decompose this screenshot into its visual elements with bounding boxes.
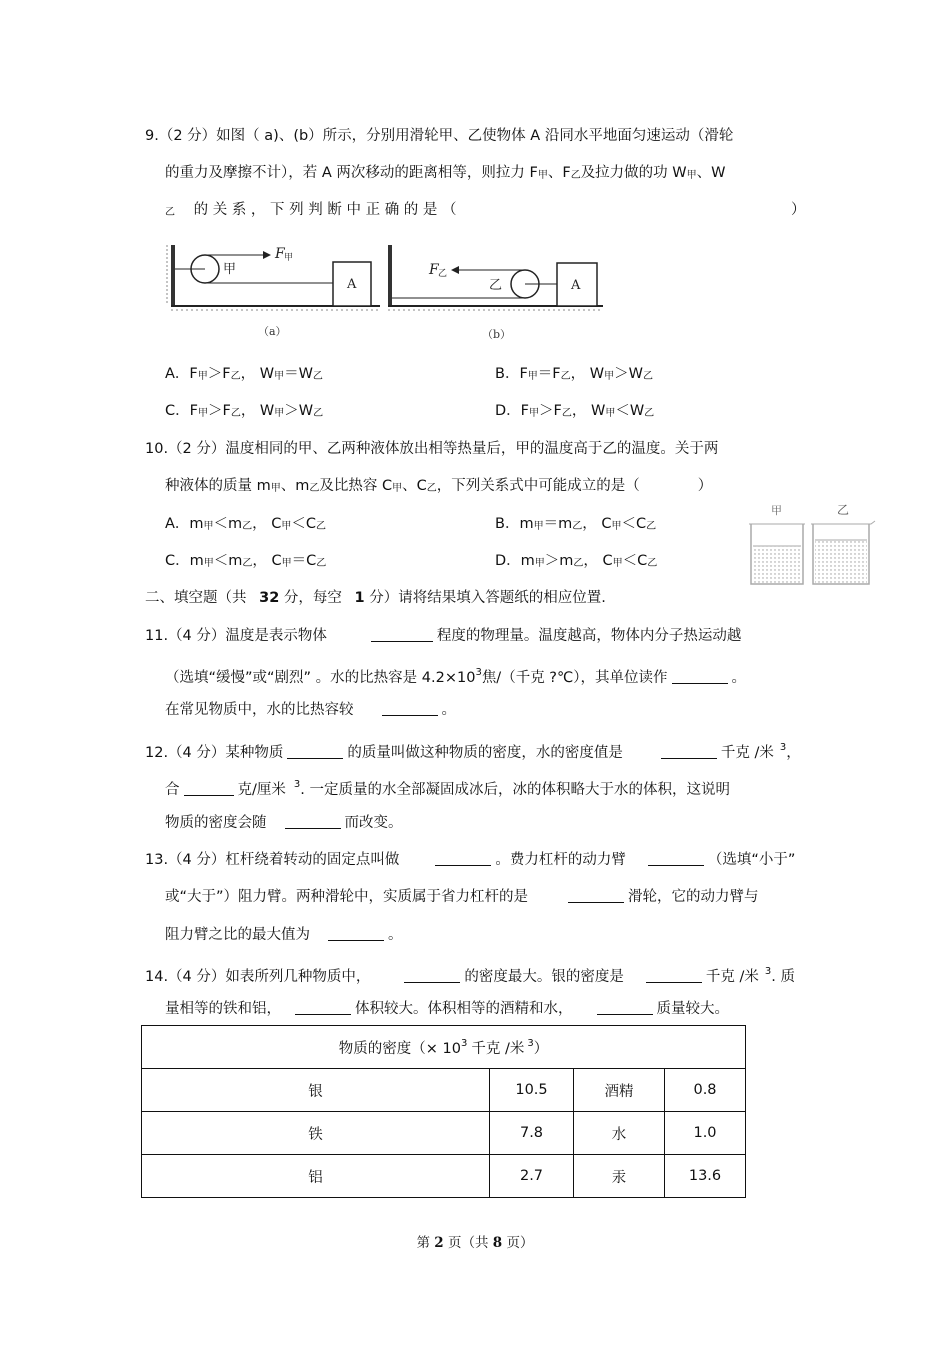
sub-jia: 甲 [537, 170, 548, 181]
sub-yi: 乙 [242, 558, 253, 569]
sym-f: F [189, 366, 198, 382]
superscript: 3 [460, 1037, 468, 1049]
sym-m: m [228, 553, 243, 569]
q13-l2a: 或“大于”）阻力臂。两种滑轮中，实质属于省力杠杆的是 [165, 889, 529, 905]
q14-l1c: 千克 /米 [705, 969, 759, 985]
q11-l2c: 。 [731, 670, 747, 686]
q13-l1b: 。费力杠杆的动力臂 [495, 852, 626, 868]
sym-f: F [519, 366, 528, 382]
sym-m: m [228, 516, 243, 532]
answer-blank[interactable] [184, 781, 234, 796]
cell-value: 1.0 [665, 1112, 746, 1155]
sub-yi: 乙 [309, 483, 320, 494]
sub-yi: 乙 [230, 408, 241, 419]
sub-yi: 乙 [312, 371, 323, 382]
q12-l2c: . 一定质量的水全部凝固成冰后，冰的体积略大于水的体积，这说明 [300, 782, 730, 798]
sym-f: F [222, 403, 231, 419]
force-label-sub: 甲 [284, 253, 294, 263]
answer-blank[interactable] [672, 669, 728, 684]
option-letter: A． [165, 516, 190, 532]
option-letter: A． [165, 366, 190, 382]
sub-yi: 乙 [642, 371, 653, 382]
option-letter: C． [165, 403, 190, 419]
cell-value: 2.7 [490, 1155, 574, 1198]
option-letter: D． [495, 553, 521, 569]
q14-l2a: 量相等的铁和铝， [165, 1001, 281, 1017]
page-number: 2 [434, 1235, 444, 1251]
sub-yi: 乙 [644, 408, 655, 419]
sym-f: F [520, 403, 530, 419]
relation: ＜ [622, 553, 638, 569]
relation: ＜ [291, 516, 306, 532]
comma: ， [571, 403, 587, 419]
q11-l1b: 程度的物理量。温度越高，物体内分子热运动越 [436, 628, 742, 644]
q9-text: 9.（2 分）如图（ a)、(b）所示，分别用滑轮甲、乙使物体 A 沿同水平地面匀速运动（滑轮 [145, 128, 734, 144]
sym-m: m [189, 516, 204, 532]
q14-l1d: . 质 [771, 969, 795, 985]
q9-option-a[interactable] [165, 364, 323, 387]
q10-text: 10.（2 分）温度相同的甲、乙两种液体放出相等热量后，甲的温度高于乙的温度。关于两 [145, 441, 719, 457]
relation: ＜ [615, 403, 630, 419]
q12-line3 [165, 813, 403, 833]
q12-l3b: 而改变。 [344, 815, 403, 831]
q9-option-d[interactable] [495, 401, 654, 424]
pulley-figure-b [385, 240, 610, 345]
arrow-f-jia [263, 251, 271, 259]
answer-blank[interactable] [287, 744, 343, 759]
q13-line3 [165, 925, 403, 945]
option-letter: B． [495, 516, 520, 532]
section2-e: 分）请将结果填入答题纸的相应位置. [369, 590, 606, 606]
q10-l2b: 、m [280, 478, 310, 494]
relation: ＜ [621, 516, 636, 532]
cell-value: 13.6 [665, 1155, 746, 1198]
table-row [142, 1112, 746, 1155]
section2-c: 分，每空 [283, 590, 342, 606]
sym-c: C [305, 516, 317, 532]
answer-blank[interactable] [648, 851, 704, 866]
q12-l2b: 克/厘米 [237, 782, 286, 798]
sub-yi: 乙 [316, 521, 327, 532]
sub-jia: 甲 [529, 408, 540, 419]
q11-line1 [145, 626, 741, 646]
section2-a: 二、填空题（共 [145, 590, 247, 606]
relation: ＞ [207, 403, 223, 419]
superscript: 3 [764, 966, 772, 977]
answer-blank[interactable] [295, 1000, 351, 1015]
q12-l2a: 合 [165, 782, 180, 798]
pulley-label-yi: 乙 [489, 278, 503, 293]
sym-c: C [271, 553, 282, 569]
sub-yi: 乙 [646, 521, 657, 532]
q10-option-b[interactable] [495, 514, 656, 537]
sym-w: W [628, 366, 643, 382]
q13-line2 [165, 887, 759, 907]
relation: ＞ [207, 366, 223, 382]
relation: ＝ [291, 553, 307, 569]
table-row [142, 1155, 746, 1198]
sub-jia: 甲 [203, 521, 214, 532]
q14-l2c: 质量较大。 [656, 1001, 729, 1017]
table-header-row [142, 1026, 746, 1069]
answer-blank[interactable] [285, 814, 341, 829]
beakers-figure [745, 500, 890, 592]
q9-line3 [165, 200, 805, 223]
relation: ＝ [543, 516, 559, 532]
pulley-label-jia: 甲 [223, 262, 237, 277]
q9-l2c: 及拉力做的功 W [580, 165, 687, 181]
q11-line2 [165, 663, 746, 688]
q13-line1 [145, 850, 795, 870]
relation: ＜ [213, 553, 229, 569]
sub-yi: 乙 [230, 371, 241, 382]
sub-jia: 甲 [281, 558, 292, 569]
section2-heading [145, 588, 606, 608]
sub-jia: 甲 [686, 170, 697, 181]
sub-jia: 甲 [612, 558, 623, 569]
answer-blank[interactable] [646, 968, 702, 983]
q13-l3b: 。 [388, 927, 403, 943]
sub-jia: 甲 [611, 521, 622, 532]
section2-points: 32 [259, 590, 280, 606]
wall [388, 245, 392, 305]
sym-m: m [559, 553, 574, 569]
sym-c: C [306, 553, 317, 569]
option-letter: B． [495, 366, 520, 382]
q14-l2b: 体积较大。体积相等的酒精和水， [355, 1001, 573, 1017]
q10-l2a: 种液体的质量 m [165, 478, 271, 494]
sym-w: W [629, 403, 645, 419]
sub-yi: 乙 [561, 408, 572, 419]
q10-line2 [165, 476, 712, 499]
sym-f: F [553, 403, 562, 419]
footer-c: 页） [506, 1235, 534, 1251]
sub-yi: 乙 [570, 170, 581, 181]
sub-yi: 乙 [242, 521, 253, 532]
sym-w: W [589, 366, 605, 382]
comma: ， [582, 516, 597, 532]
fig-a-caption: （a） [258, 325, 287, 338]
sym-w: W [298, 403, 314, 419]
q9-l3b: ） [791, 202, 806, 218]
sub-yi: 乙 [426, 483, 437, 494]
option-letter: C． [165, 553, 190, 569]
q10-l2f: ） [697, 478, 713, 494]
q13-l2b: 滑轮，它的动力臂与 [628, 889, 759, 905]
q10-line1 [145, 439, 718, 459]
cell-substance: 铝 [142, 1155, 490, 1198]
answer-blank[interactable] [435, 851, 491, 866]
superscript: 3 [527, 1037, 534, 1049]
comma: ， [570, 366, 586, 382]
sym-w: W [259, 366, 275, 382]
section2-each: 1 [354, 590, 365, 606]
q12-l1a: 12.（4 分）某种物质 [145, 745, 284, 761]
comma: ， [583, 553, 598, 569]
q11-l1a: 11.（4 分）温度是表示物体 [145, 628, 327, 644]
beaker-label-jia: 甲 [771, 504, 782, 517]
sym-w: W [259, 403, 275, 419]
relation: ＞ [284, 403, 299, 419]
q14-l1b: 的密度最大。银的密度是 [464, 969, 624, 985]
force-label-f: F [429, 262, 439, 278]
relation: ＝ [284, 366, 299, 382]
sub-jia: 甲 [527, 371, 538, 382]
sub-yi: 乙 [573, 558, 584, 569]
cell-substance: 汞 [574, 1155, 665, 1198]
block-a-label: A [571, 278, 581, 293]
q10-option-c[interactable] [165, 551, 326, 574]
q9-option-c[interactable] [165, 401, 323, 424]
q12-line2 [165, 775, 730, 800]
q9-option-b[interactable] [495, 364, 653, 387]
sub-jia: 甲 [274, 371, 285, 382]
q10-l2e: ，下列关系式中可能成立的是（ [436, 478, 640, 494]
option-letter: D． [495, 403, 521, 419]
q14-l1a: 14.（4 分）如表所列几种物质中， [145, 969, 371, 985]
cell-substance: 水 [574, 1112, 665, 1155]
q11-l3b: 。 [441, 702, 456, 718]
answer-blank[interactable] [328, 926, 384, 941]
answer-blank[interactable] [568, 888, 624, 903]
sub-jia: 甲 [392, 483, 403, 494]
header-c: ） [533, 1040, 549, 1057]
sym-w: W [298, 366, 313, 382]
sub-yi: 乙 [572, 521, 583, 532]
table-header [142, 1026, 746, 1069]
beaker-yi-lip [811, 521, 875, 524]
sym-m: m [519, 516, 534, 532]
sym-c: C [602, 553, 613, 569]
fig-b-caption: （b） [482, 328, 512, 341]
sub-yi: 乙 [165, 207, 175, 218]
sym-c: C [271, 516, 282, 532]
q12-l1d: ， [786, 745, 801, 761]
wall [171, 245, 175, 305]
cell-value: 0.8 [665, 1069, 746, 1112]
table-row [142, 1069, 746, 1112]
answer-blank[interactable] [661, 744, 717, 759]
superscript: 3 [475, 667, 482, 678]
q13-l1a: 13.（4 分）杠杆绕着转动的固定点叫做 [145, 852, 400, 868]
relation: ＜ [213, 516, 229, 532]
liquid-yi [815, 540, 867, 583]
sub-jia: 甲 [197, 408, 208, 419]
header-b: 千克 /米 [471, 1040, 525, 1057]
sym-c: C [637, 553, 648, 569]
cell-value: 7.8 [490, 1112, 574, 1155]
sym-m: m [558, 516, 573, 532]
comma: ， [240, 366, 256, 382]
sym-f: F [552, 366, 561, 382]
sub-jia: 甲 [281, 521, 292, 532]
sub-jia: 甲 [197, 371, 208, 382]
q10-l2d: 、C [402, 478, 427, 494]
sym-c: C [601, 516, 612, 532]
cell-substance: 银 [142, 1069, 490, 1112]
q12-line1 [145, 738, 801, 763]
beaker-label-yi: 乙 [837, 503, 850, 517]
q9-l2d: 、W [696, 165, 726, 181]
comma: ， [252, 516, 267, 532]
q10-option-d[interactable] [495, 551, 657, 574]
footer-a: 第 [416, 1235, 430, 1251]
sub-jia: 甲 [533, 521, 544, 532]
header-a: 物质的密度（× 10 [338, 1040, 461, 1057]
sym-c: C [635, 516, 647, 532]
sym-m: m [189, 553, 204, 569]
q10-l2c: 及比热容 C [319, 478, 393, 494]
q9-l2b: 、F [547, 165, 571, 181]
sym-m: m [520, 553, 535, 569]
relation: ＞ [544, 553, 560, 569]
q9-l3a: 的 关 系 ， 下 列 判 断 中 正 确 的 是 （ [193, 202, 457, 218]
force-label-f: F [275, 246, 285, 262]
q14-line2 [165, 999, 729, 1019]
sym-w: W [590, 403, 606, 419]
sub-yi: 乙 [313, 408, 324, 419]
answer-blank[interactable] [597, 1000, 653, 1015]
relation: ＝ [537, 366, 553, 382]
q14-line1 [145, 962, 795, 987]
q13-l1c: （选填“小于” [707, 852, 796, 868]
cell-value: 10.5 [490, 1069, 574, 1112]
sub-jia: 甲 [203, 558, 214, 569]
q13-l3a: 阻力臂之比的最大值为 [165, 927, 310, 943]
answer-blank[interactable] [371, 627, 433, 642]
q12-l1b: 的质量叫做这种物质的密度，水的密度值是 [347, 745, 623, 761]
sub-jia: 甲 [534, 558, 545, 569]
superscript: 3 [779, 742, 787, 753]
sub-jia: 甲 [274, 408, 285, 419]
comma: ， [252, 553, 267, 569]
cell-substance: 酒精 [574, 1069, 665, 1112]
cell-substance: 铁 [142, 1112, 490, 1155]
sub-yi: 乙 [560, 371, 571, 382]
q11-l3a: 在常见物质中，水的比热容较 [165, 702, 354, 718]
footer-b: 页（共 [448, 1235, 489, 1251]
answer-blank[interactable] [382, 701, 438, 716]
density-table [141, 1025, 746, 1198]
sub-jia: 甲 [604, 371, 615, 382]
relation: ＞ [614, 366, 629, 382]
page-total: 8 [492, 1235, 503, 1251]
q9-line1 [145, 126, 733, 146]
sub-jia: 甲 [270, 483, 281, 494]
pulley-figure-a [165, 240, 385, 345]
sub-jia: 甲 [605, 408, 616, 419]
sub-yi: 乙 [316, 558, 327, 569]
answer-blank[interactable] [404, 968, 460, 983]
sub-yi: 乙 [647, 558, 658, 569]
q12-l1c: 千克 /米 [720, 745, 774, 761]
relation: ＞ [539, 403, 554, 419]
q9-line2 [165, 163, 725, 186]
force-label-sub: 乙 [438, 269, 448, 279]
q9-l2a: 的重力及摩擦不计），若 A 两次移动的距离相等，则拉力 F [165, 165, 538, 181]
q11-l2b: 焦/（千克 ?℃），其单位读作 [481, 670, 668, 686]
comma: ， [240, 403, 256, 419]
page-footer [0, 1231, 950, 1251]
arrow-f-yi [451, 266, 459, 274]
sym-f: F [189, 403, 198, 419]
superscript: 3 [293, 779, 301, 790]
block-a-label: A [347, 277, 357, 292]
liquid-jia [753, 546, 801, 583]
sym-f: F [222, 366, 231, 382]
q10-option-a[interactable] [165, 514, 326, 537]
q12-l3a: 物质的密度会随 [165, 815, 267, 831]
q11-l2a: （选填“缓慢”或“剧烈” 。水的比热容是 4.2×10 [165, 670, 476, 686]
q11-line3 [165, 700, 456, 720]
